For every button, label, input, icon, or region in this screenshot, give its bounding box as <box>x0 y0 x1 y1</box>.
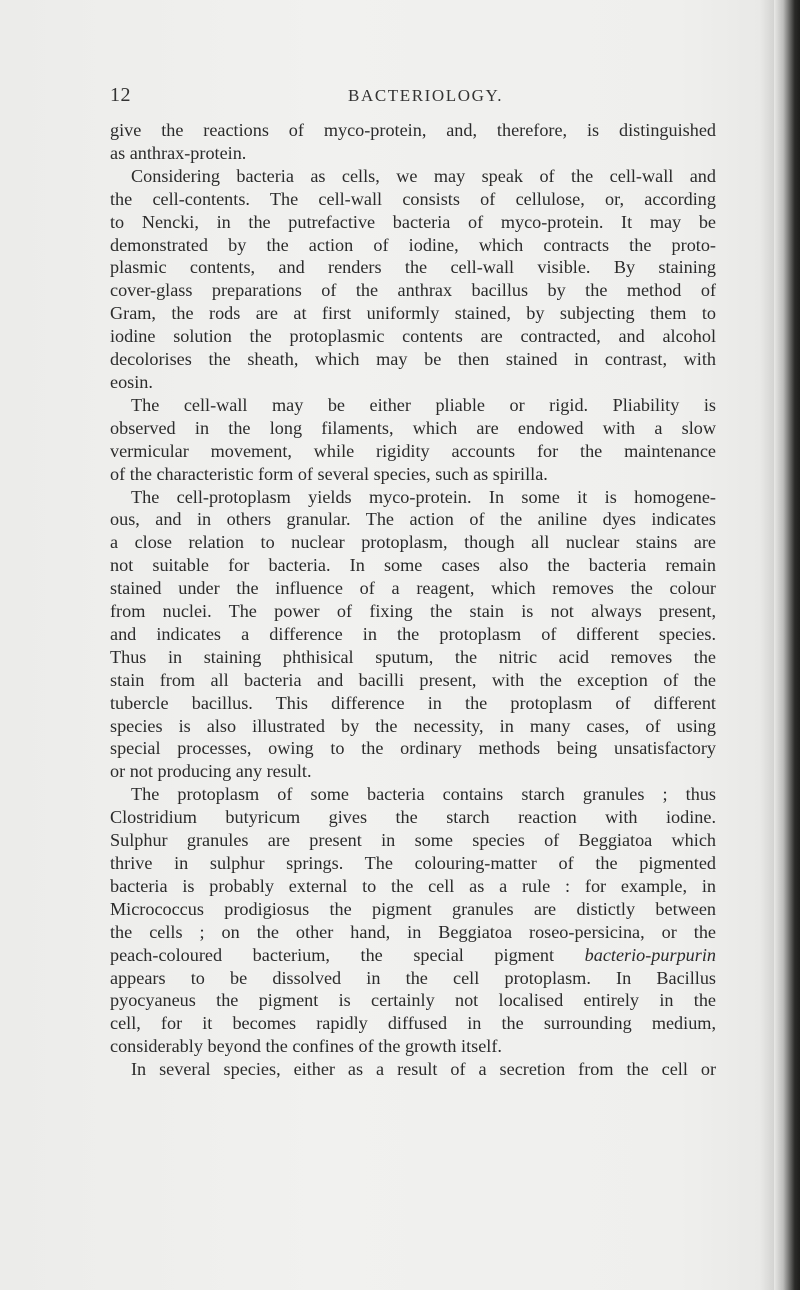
paragraph-start-line: The protoplasm of some bacteria contains starch granules ; thus <box>131 784 716 805</box>
text-line: Clostridium butyricum gives the starch reaction with iodine. <box>110 807 716 828</box>
paragraph-start-line: In several species, either as a result of a secretion from the cell or <box>131 1059 716 1080</box>
text-line: Thus in staining phthisical sputum, the nitric acid removes the <box>110 646 716 667</box>
paragraph-start-line: The cell-wall may be either pliable or rigid. Pliability is <box>131 394 716 415</box>
binding-shadow <box>760 0 774 1290</box>
text-line: vermicular movement, while rigidity accounts for the maintenance <box>110 440 716 461</box>
text-line: eosin. <box>110 371 153 392</box>
page-number: 12 <box>110 84 131 106</box>
text-line: of the characteristic form of several species, such as spirilla. <box>110 463 548 484</box>
text-line: Micrococcus prodigiosus the pigment granules are distictly between <box>110 898 716 919</box>
text-segment: peach-coloured bacterium, the special pigment <box>110 944 555 965</box>
text-line: ous, and in others granular. The action of the aniline dyes indicates <box>110 509 716 530</box>
text-line: demonstrated by the action of iodine, which contracts the proto- <box>110 234 716 255</box>
text-line: cover-glass preparations of the anthrax bacillus by the method of <box>110 280 716 301</box>
text-line: as anthrax-protein. <box>110 142 247 163</box>
text-line: Gram, the rods are at first uniformly stained, by subjecting them to <box>110 303 716 324</box>
paragraph-start-line: The cell-protoplasm yields myco-protein. In some it is homogene- <box>131 486 716 507</box>
text-line: species is also illustrated by the necessity, in many cases, of using <box>110 715 716 736</box>
text-line: observed in the long filaments, which are endowed with a slow <box>110 417 716 438</box>
text-line: or not producing any result. <box>110 761 312 782</box>
text-line: iodine solution the protoplasmic contents are contracted, and alcohol <box>110 326 716 347</box>
running-title: BACTERIOLOGY. <box>348 86 504 105</box>
text-line: to Nencki, in the putrefactive bacteria of myco-protein. It may be <box>110 211 716 232</box>
text-line: appears to be dissolved in the cell protoplasm. In Bacillus <box>110 967 716 988</box>
text-line: the cells ; on the other hand, in Beggiatoa roseo-persicina, or the <box>110 921 716 942</box>
text-line: special processes, owing to the ordinary methods being unsatisfactory <box>110 738 716 759</box>
text-line: plasmic contents, and renders the cell-wall visible. By staining <box>110 257 716 278</box>
page-header <box>110 84 720 110</box>
text-line: from nuclei. The power of fixing the stain is not always present, <box>110 601 716 622</box>
text-line: tubercle bacillus. This difference in the protoplasm of different <box>110 692 716 713</box>
text-line: stained under the influence of a reagent, which removes the colour <box>110 578 716 599</box>
body-text <box>110 119 716 1081</box>
paragraph-start-line: Considering bacteria as cells, we may speak of the cell-wall and <box>131 165 716 186</box>
text-line: give the reactions of myco-protein, and, therefore, is distinguished <box>110 120 716 140</box>
text-line: decolorises the sheath, which may be then stained in contrast, with <box>110 349 716 370</box>
text-line-with-italic-term <box>110 944 716 967</box>
text-line: bacteria is probably external to the cell as a rule : for example, in <box>110 875 716 896</box>
text-line: pyocyaneus the pigment is certainly not localised entirely in the <box>110 990 716 1011</box>
text-line: Sulphur granules are present in some species of Beggiatoa which <box>110 830 716 851</box>
text-line: thrive in sulphur springs. The colouring-matter of the pigmented <box>110 853 716 873</box>
text-line: the cell-contents. The cell-wall consists of cellulose, or, according <box>110 188 716 209</box>
text-line: a close relation to nuclear protoplasm, though all nuclear stains are <box>110 532 716 553</box>
text-line: stain from all bacteria and bacilli present, with the exception of the <box>110 669 716 690</box>
binding-edge <box>774 0 800 1290</box>
text-line: cell, for it becomes rapidly diffused in the surrounding medium, <box>110 1013 716 1034</box>
text-line: and indicates a difference in the protoplasm of different species. <box>110 623 716 644</box>
text-line: considerably beyond the confines of the growth itself. <box>110 1036 502 1057</box>
italic-term: bacterio-purpurin <box>584 944 716 965</box>
text-line: not suitable for bacteria. In some cases also the bacteria remain <box>110 555 716 576</box>
